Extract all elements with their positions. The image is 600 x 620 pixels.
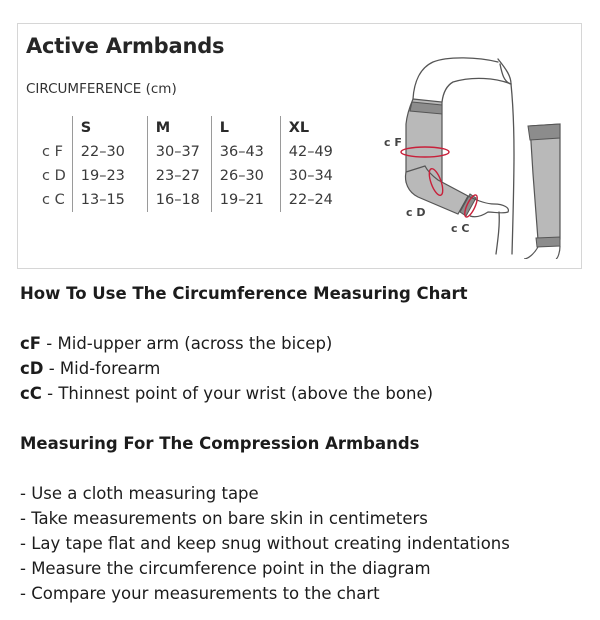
col-header-xl: XL bbox=[288, 119, 310, 136]
desc-cf: - Mid-upper arm (across the bicep) bbox=[41, 334, 333, 353]
cf-label: c F bbox=[384, 136, 402, 149]
list-item: - Measure the circumference point in the diagram bbox=[20, 559, 431, 578]
list-item: - Compare your measurements to the chart bbox=[20, 584, 380, 603]
list-item: - Lay tape flat and keep snug without creating indentations bbox=[20, 534, 510, 553]
cell-cd-xl: 30–34 bbox=[288, 168, 333, 184]
cell-cf-xl: 42–49 bbox=[288, 144, 333, 160]
table-row bbox=[36, 164, 349, 188]
cell-cc-xl: 22–24 bbox=[288, 192, 333, 208]
cell-cd-s: 19–23 bbox=[72, 164, 147, 188]
size-chart-card bbox=[17, 23, 582, 269]
how-to-item-cc bbox=[20, 381, 590, 406]
cell-cd-m: 23–27 bbox=[147, 164, 211, 188]
size-header-row bbox=[36, 116, 349, 140]
cell-cf-l: 36–43 bbox=[211, 140, 280, 164]
term-cf: cF bbox=[20, 334, 42, 353]
how-to-item-cd bbox=[20, 356, 590, 381]
cell-cc-m: 16–18 bbox=[147, 188, 211, 212]
measuring-heading bbox=[20, 431, 590, 456]
desc-cc: - Thinnest point of your wrist (above the bone) bbox=[41, 384, 434, 403]
straight-arm bbox=[524, 124, 560, 259]
spacer bbox=[20, 306, 590, 331]
cell-cf-m: 30–37 bbox=[147, 140, 211, 164]
col-header-l: L bbox=[211, 116, 280, 140]
spacer bbox=[20, 456, 590, 481]
table-row bbox=[36, 140, 349, 164]
desc-cd: - Mid-forearm bbox=[43, 359, 161, 378]
chart-subtitle: CIRCUMFERENCE (cm) bbox=[26, 81, 177, 97]
col-header-m: M bbox=[147, 116, 211, 140]
size-table bbox=[36, 116, 349, 212]
cell-cf-s: 22–30 bbox=[72, 140, 147, 164]
cd-label: c D bbox=[406, 206, 426, 219]
table-row bbox=[36, 188, 349, 212]
arm-measurement-diagram bbox=[378, 54, 588, 259]
cell-cd-l: 26–30 bbox=[211, 164, 280, 188]
corner-cell bbox=[36, 116, 72, 140]
row-label-cc: c C bbox=[36, 188, 72, 212]
spacer bbox=[20, 406, 590, 431]
how-to-item-cf bbox=[20, 331, 590, 356]
chart-title: Active Armbands bbox=[26, 34, 225, 58]
term-cc: cC bbox=[20, 384, 42, 403]
row-label-cd: c D bbox=[36, 164, 72, 188]
list-item: - Take measurements on bare skin in centimeters bbox=[20, 509, 428, 528]
hand-outline bbox=[468, 196, 508, 217]
cc-label: c C bbox=[451, 222, 470, 235]
term-cd: cD bbox=[20, 359, 44, 378]
col-header-s: S bbox=[72, 116, 147, 140]
cell-cc-l: 19–21 bbox=[211, 188, 280, 212]
list-item: - Use a cloth measuring tape bbox=[20, 484, 259, 503]
measuring-heading-text: Measuring For The Compression Armbands bbox=[20, 434, 420, 453]
row-label-cf: c F bbox=[36, 140, 72, 164]
cell-cc-s: 13–15 bbox=[72, 188, 147, 212]
instructions bbox=[20, 281, 590, 606]
how-to-heading bbox=[20, 281, 590, 306]
how-to-heading-text: How To Use The Circumference Measuring Chart bbox=[20, 284, 468, 303]
